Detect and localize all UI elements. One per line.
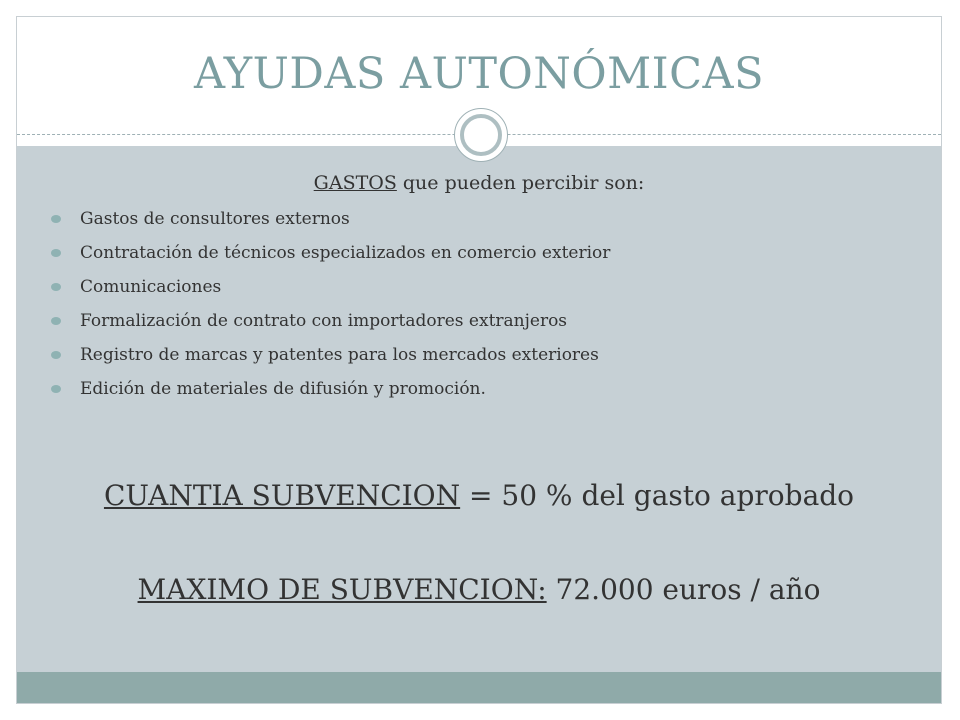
list-item-text: Edición de materiales de difusión y promoción. — [80, 379, 486, 399]
maximo-rest: 72.000 euros / año — [546, 573, 821, 606]
list-item-text: Formalización de contrato con importadores extranjeros — [80, 311, 568, 331]
list-item — [51, 207, 911, 241]
intro-line — [17, 172, 941, 194]
footer-bar — [17, 672, 941, 704]
slide — [16, 16, 942, 704]
circle-ornament-inner — [460, 114, 502, 156]
intro-rest: que pueden percibir son: — [396, 172, 645, 194]
bullet-list — [51, 207, 911, 411]
bullet-dot-icon — [51, 317, 61, 325]
bullet-dot-icon — [51, 283, 61, 291]
maximo-underlined: MAXIMO DE SUBVENCION: — [137, 573, 547, 606]
list-item-text: Comunicaciones — [80, 277, 222, 297]
list-item — [51, 275, 911, 309]
list-item-text: Gastos de consultores externos — [80, 209, 350, 229]
slide-title: AYUDAS AUTONÓMICAS — [193, 49, 765, 99]
maximo-line — [17, 573, 941, 606]
cuantia-line — [17, 479, 941, 512]
cuantia-underlined: CUANTIA SUBVENCION — [103, 479, 461, 512]
list-item — [51, 309, 911, 343]
bullet-dot-icon — [51, 385, 61, 393]
bullet-dot-icon — [51, 215, 61, 223]
bullet-dot-icon — [51, 249, 61, 257]
bullet-dot-icon — [51, 351, 61, 359]
intro-underlined: GASTOS — [313, 172, 397, 194]
cuantia-rest: = 50 % del gasto aprobado — [460, 479, 855, 512]
list-item-text: Registro de marcas y patentes para los mercados exteriores — [80, 345, 599, 365]
list-item — [51, 241, 911, 275]
circle-ornament-icon — [454, 108, 508, 162]
list-item — [51, 343, 911, 377]
list-item-text: Contratación de técnicos especializados en comercio exterior — [80, 243, 611, 263]
list-item — [51, 377, 911, 411]
